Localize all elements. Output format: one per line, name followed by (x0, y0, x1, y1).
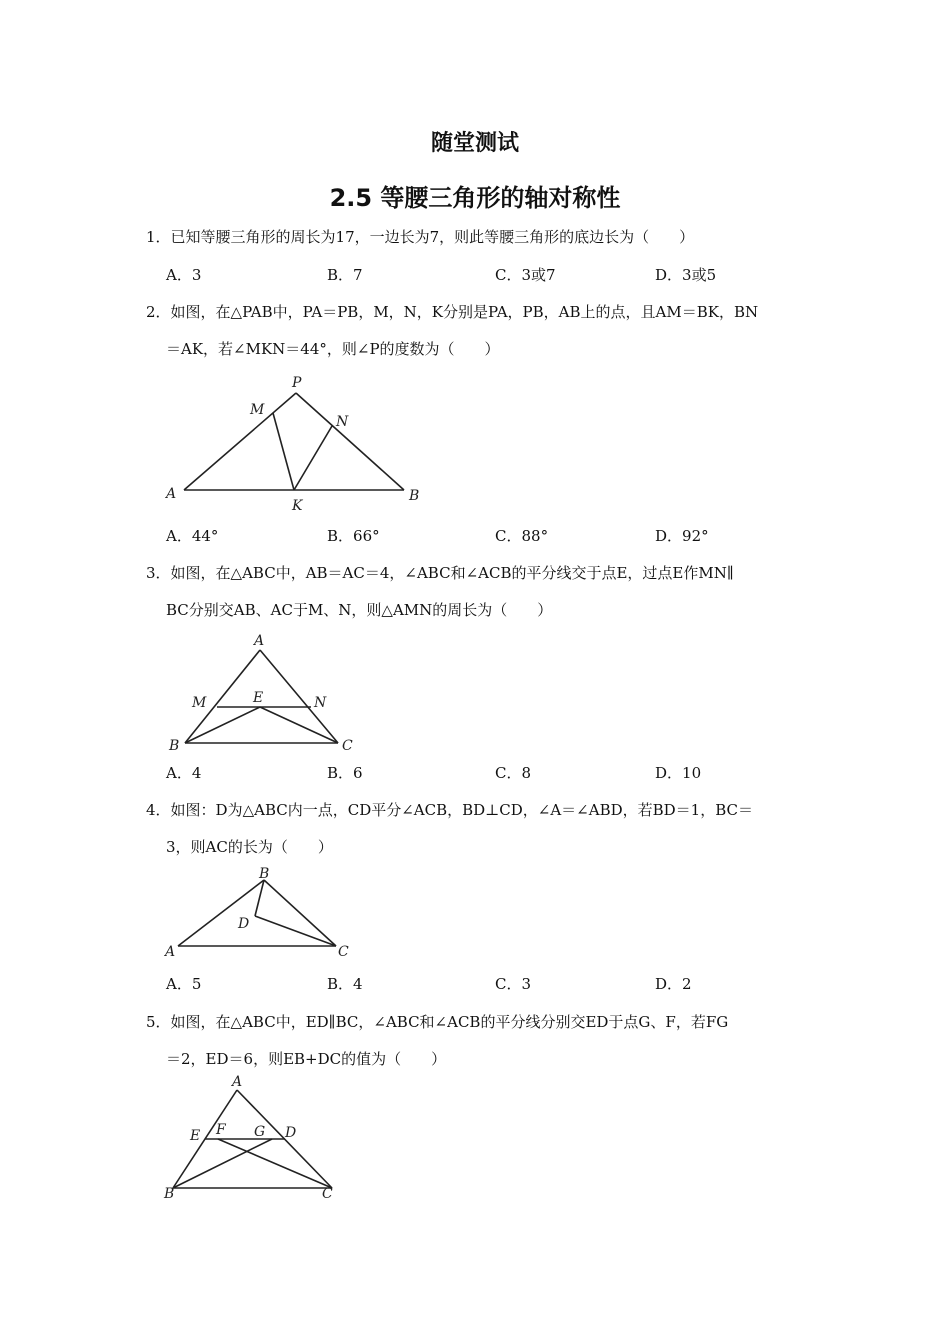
segment-dc (255, 916, 336, 946)
question-5-figure (160, 1074, 360, 1209)
label-p: P (292, 375, 302, 391)
segment-ce (260, 707, 338, 743)
label-d: D (238, 916, 250, 932)
question-4-option-b[interactable]: B．4 (327, 975, 363, 993)
question-4-option-a[interactable]: A．5 (166, 975, 202, 993)
segment-pa (184, 393, 296, 490)
question-1-option-a[interactable]: A．3 (166, 266, 202, 284)
question-3-option-c[interactable]: C．8 (495, 764, 532, 782)
label-b: B (169, 738, 180, 754)
label-d: D (285, 1125, 297, 1141)
question-2-option-b[interactable]: B．66° (327, 527, 380, 545)
segment-ac (260, 650, 338, 743)
label-a: A (232, 1074, 243, 1090)
label-a: A (166, 486, 177, 502)
segment-ab (178, 880, 264, 946)
section-title: 2.5 等腰三角形的轴对称性 (329, 184, 621, 212)
page-title: 随堂测试 (430, 131, 519, 156)
question-5-text-line-2: ＝2，ED＝6，则EB+DC的值为（ ） (166, 1050, 447, 1068)
label-n: N (336, 414, 349, 430)
question-4-option-d[interactable]: D．2 (655, 975, 692, 993)
label-b: B (164, 1186, 175, 1202)
label-c: C (342, 738, 353, 754)
question-4-text-line-1: 4．如图：D为△ABC内一点，CD平分∠ACB，BD⊥CD，∠A＝∠ABD，若BD＝1，BC＝ (146, 801, 754, 819)
question-3-option-b[interactable]: B．6 (327, 764, 363, 782)
label-c: C (338, 944, 349, 960)
label-n: N (314, 695, 327, 711)
question-4-option-c[interactable]: C．3 (495, 975, 532, 993)
question-1-option-d[interactable]: D．3或5 (655, 266, 717, 284)
label-m: M (192, 695, 207, 711)
question-2-text-line-2: ＝AK，若∠MKN＝44°，则∠P的度数为（ ） (166, 340, 500, 358)
question-4-text-line-2: 3，则AC的长为（ ） (166, 838, 333, 856)
question-3-text-line-2: BC分别交AB、AC于M、N，则△AMN的周长为（ ） (166, 601, 553, 619)
label-e: E (190, 1128, 201, 1144)
question-5-text-line-1: 5．如图，在△ABC中，ED∥BC，∠ABC和∠ACB的平分线分别交ED于点G、F，若FG (146, 1013, 729, 1031)
label-a: A (165, 944, 176, 960)
segment-pb (296, 393, 404, 490)
segment-bc (264, 880, 336, 946)
question-2-option-a[interactable]: A．44° (166, 527, 219, 545)
segment-mk (273, 413, 294, 490)
label-m: M (250, 402, 265, 418)
label-a: A (254, 633, 265, 649)
question-2-option-c[interactable]: C．88° (495, 527, 549, 545)
segment-nk (294, 426, 332, 490)
question-1-option-b[interactable]: B．7 (327, 266, 363, 284)
label-k: K (292, 498, 303, 514)
label-g: G (254, 1124, 266, 1140)
segment-bg (173, 1139, 272, 1188)
label-f: F (216, 1122, 226, 1138)
segment-cf (218, 1139, 332, 1188)
segment-be (185, 707, 260, 743)
question-3-text-line-1: 3．如图，在△ABC中，AB＝AC＝4，∠ABC和∠ACB的平分线交于点E，过点E作MN∥ (146, 564, 734, 582)
question-1-text: 1．已知等腰三角形的周长为17，一边长为7，则此等腰三角形的底边长为（ ） (146, 228, 695, 246)
question-4-figure (160, 866, 360, 966)
label-b: B (409, 488, 420, 504)
question-1-option-c[interactable]: C．3或7 (495, 266, 556, 284)
question-2-option-d[interactable]: D．92° (655, 527, 709, 545)
question-3-option-a[interactable]: A．4 (166, 764, 202, 782)
label-c: C (322, 1186, 333, 1202)
question-2-text-line-1: 2．如图，在△PAB中，PA＝PB，M，N，K分别是PA，PB，AB上的点，且AM＝BK，BN (146, 303, 759, 321)
question-3-option-d[interactable]: D．10 (655, 764, 702, 782)
label-b: B (259, 866, 270, 882)
question-2-figure (160, 370, 430, 515)
label-e: E (253, 690, 264, 706)
question-3-figure (160, 628, 370, 758)
